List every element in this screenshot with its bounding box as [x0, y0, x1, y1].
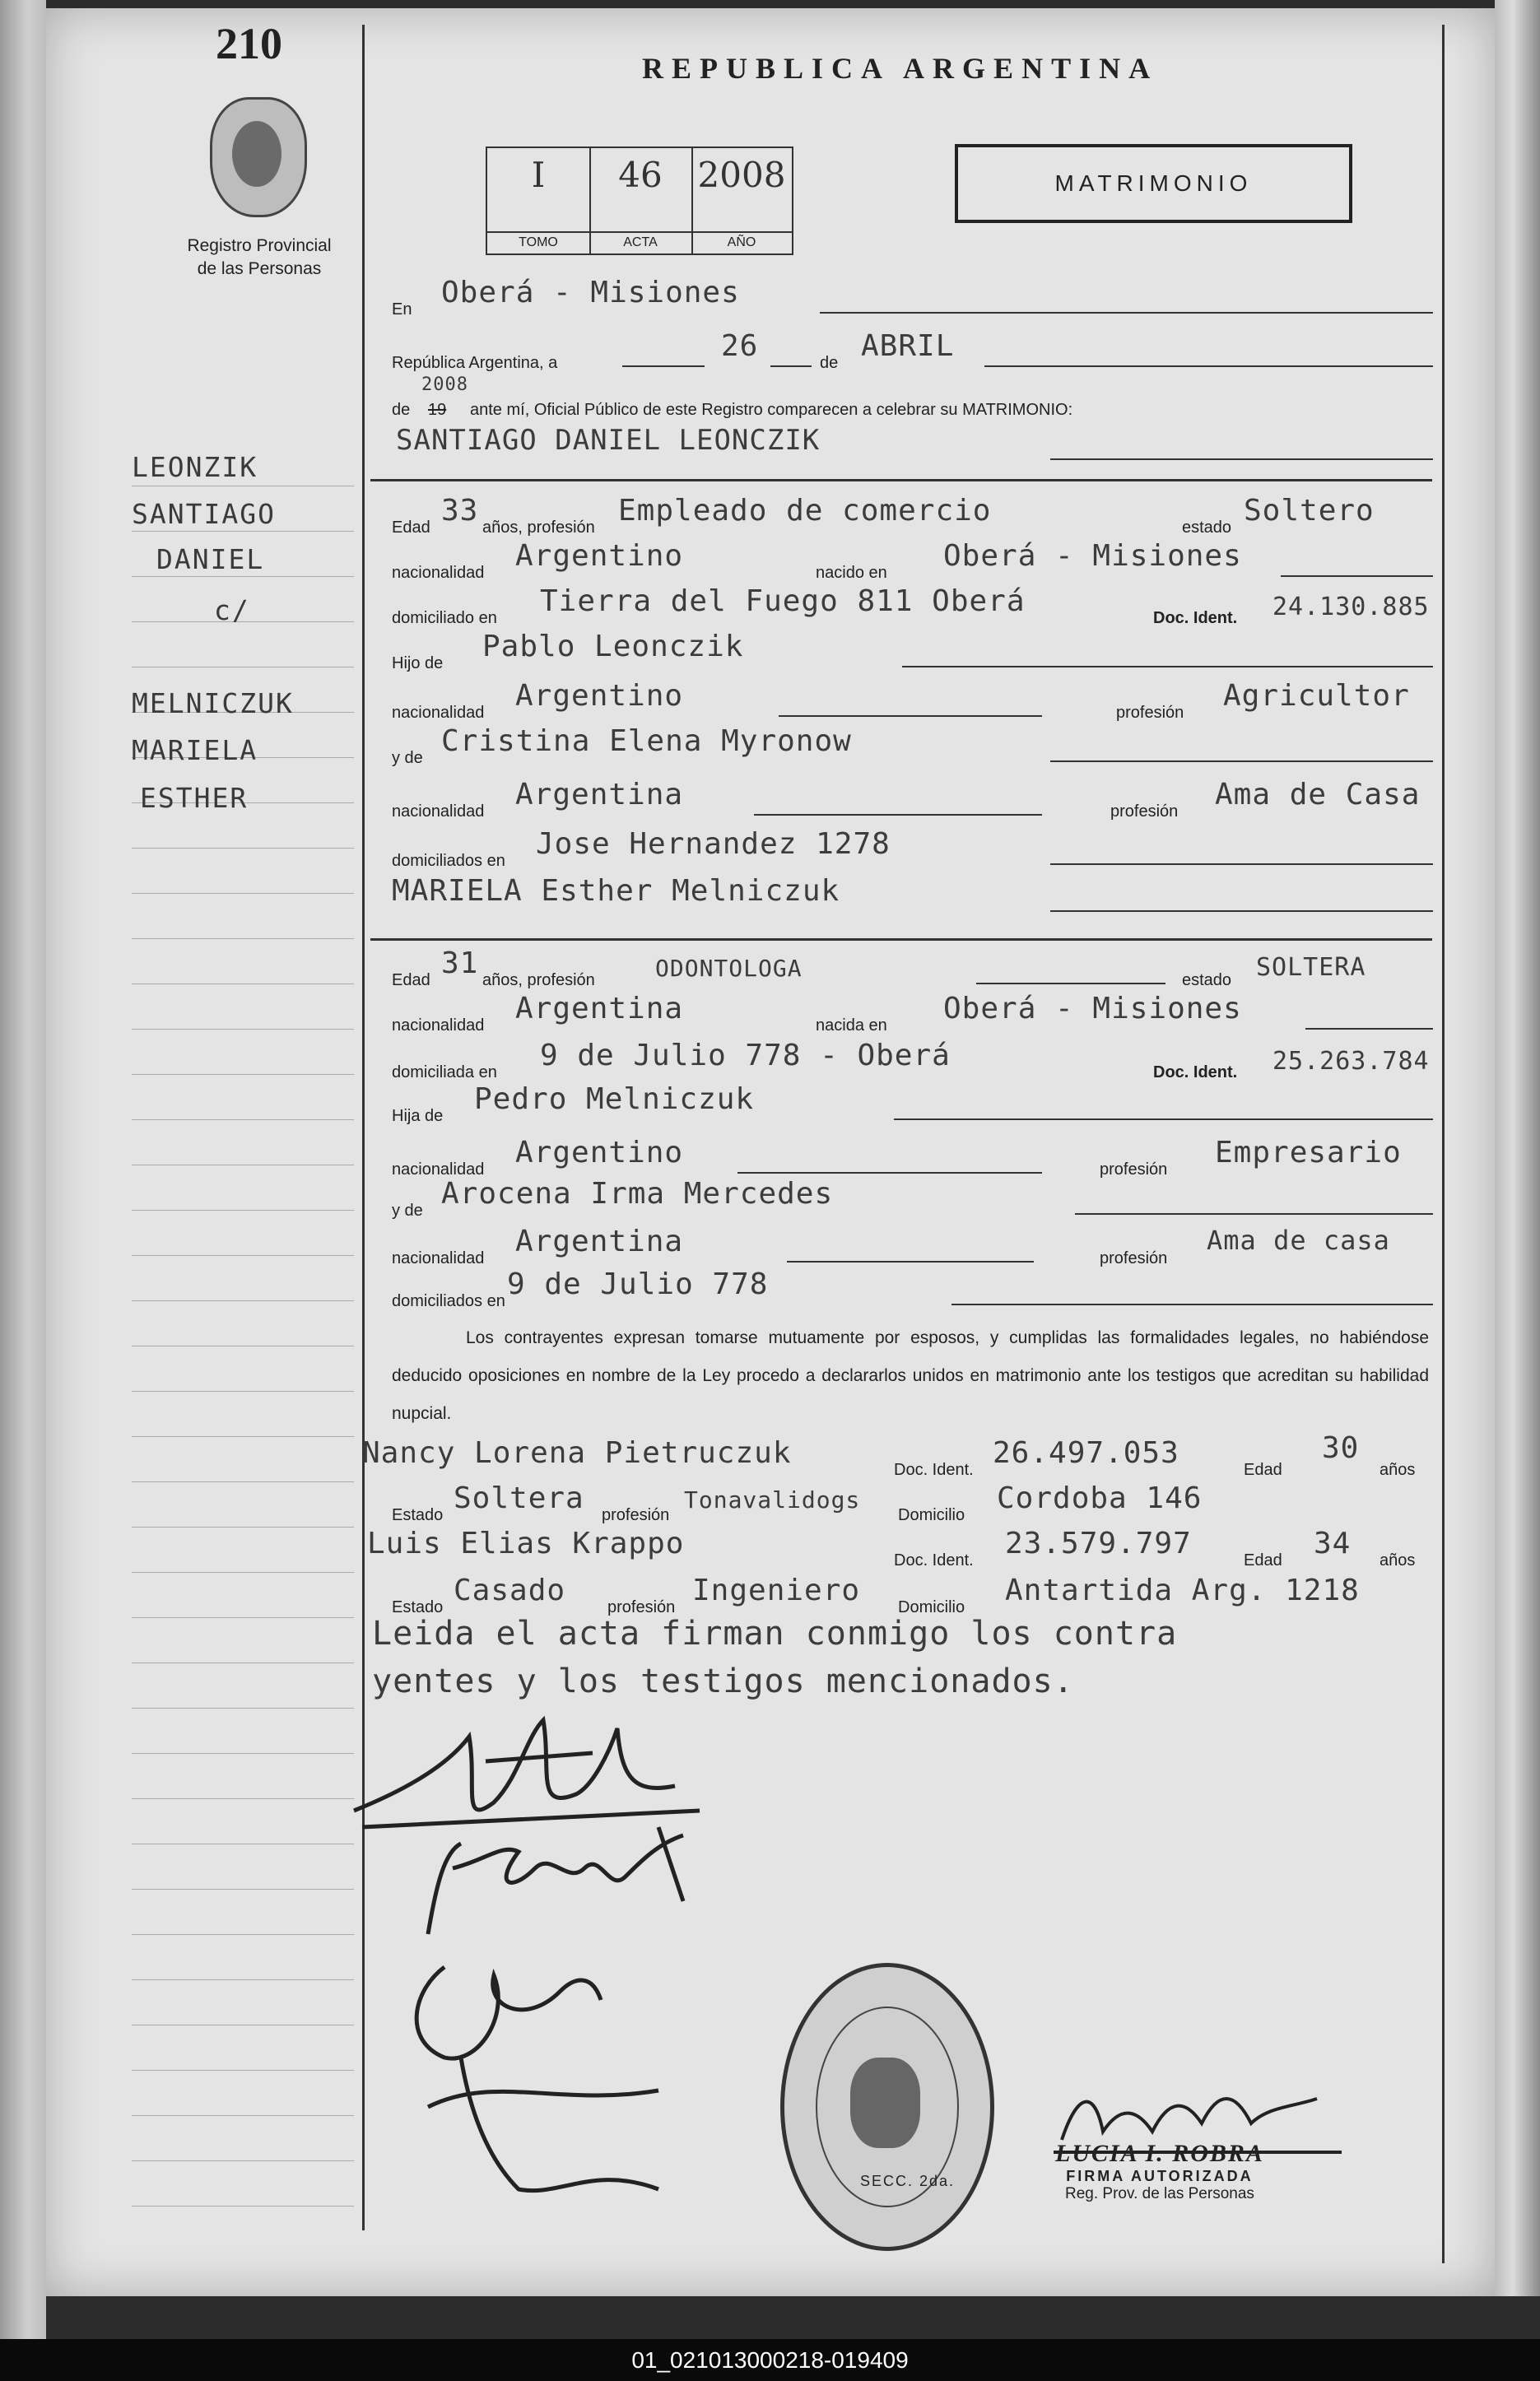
ruled-line [132, 848, 354, 849]
page-edge [1495, 0, 1540, 2296]
legal-statement: Los contrayentes expresan tomarse mutuamente por esposos, y cumplidas las formalidades legales, no habiéndose deducido oposiciones en nombre de la Ley procedo a declararlos unidos en matrimonio ante los testigos que acreditan su habilidad nupcial. [392, 1328, 1429, 1423]
tomo-label: TOMO [487, 231, 589, 250]
ruled-line [132, 1708, 354, 1709]
ruled-line [132, 2115, 354, 2116]
page-number: 210 [216, 19, 282, 68]
ruled-line [132, 1391, 354, 1392]
country-title: REPUBLICA ARGENTINA [642, 52, 1159, 85]
ruled-line [132, 1798, 354, 1799]
margin-note: DANIEL [156, 543, 265, 575]
bride-name-line [392, 874, 1433, 910]
witness-1-line: Nancy Lorena Pietruczuk Doc. Ident. 26.497.053 Edad 30 años [362, 1431, 1416, 1479]
ruled-line [132, 1210, 354, 1211]
book-binding [0, 0, 46, 2381]
ruled-line [132, 893, 354, 894]
ruled-line [132, 1889, 354, 1890]
margin-note: ESTHER [140, 782, 249, 814]
section-divider [370, 938, 1432, 941]
groom-full-name: SANTIAGO DANIEL LEONCZIK [396, 424, 821, 457]
bride-father-line: Hija de Pedro Melniczuk [392, 1082, 1433, 1118]
official-office: Reg. Prov. de las Personas [1065, 2185, 1254, 2202]
signature-witnesses [395, 1942, 691, 2214]
bride-nationality-line: nacionalidad Argentina nacida en Oberá - Misiones [392, 992, 1433, 1028]
ruled-line [132, 1029, 354, 1030]
ruled-line [132, 2206, 354, 2207]
official-stamp: SECC. 2da. [780, 1963, 994, 2251]
section-divider [370, 479, 1432, 481]
coat-of-arms-seal [210, 97, 307, 217]
printed-year: 19 [428, 401, 447, 419]
ruled-line [132, 1481, 354, 1482]
ruled-line [132, 1074, 354, 1075]
groom-nationality-line: nacionalidad Argentino nacido en Oberá - Misiones [392, 539, 1433, 575]
closing-line-2: yentes y los testigos mencionados. [372, 1663, 1074, 1700]
tomo-value: I [531, 155, 546, 195]
ruled-line [132, 1119, 354, 1120]
closing-line-1: Leida el acta firman conmigo los contra [372, 1615, 1178, 1653]
bride-mother-nat-line: nacionalidad Argentina profesión Ama de casa [392, 1225, 1390, 1267]
groom-name-line [392, 424, 1433, 460]
acta-value: 46 [618, 155, 663, 195]
margin-divider [362, 25, 365, 2230]
margin-note: LEONZIK [132, 451, 258, 483]
margin-note: MARIELA [132, 734, 258, 766]
ruled-line [132, 2070, 354, 2071]
witness-2-details: Estado Casado profesión Ingeniero Domicilio Antartida Arg. 1218 [392, 1574, 1360, 1616]
ruled-line [132, 1436, 354, 1437]
date-line: República Argentina, a 26 de ABRIL [392, 329, 1433, 365]
bride-age-line: Edad 31 años, profesión ODONTOLOGA estado SOLTERA [392, 946, 1366, 989]
witness-2-line: Luis Elias Krappo Doc. Ident. 23.579.797 Edad 34 años [367, 1527, 1416, 1570]
ano-value: 2008 [697, 155, 786, 195]
month-value: ABRIL [861, 329, 955, 363]
margin-note: c/ [214, 594, 250, 626]
witness-1-details: Estado Soltera profesión Tonavalidogs Domicilio Cordoba 146 [392, 1481, 1203, 1524]
margin-note: MELNICZUK [132, 687, 294, 719]
ruled-line [132, 1572, 354, 1573]
official-title: FIRMA AUTORIZADA [1066, 2168, 1254, 2184]
ruled-line [132, 1934, 354, 1935]
registry-number-box [486, 146, 793, 255]
bride-parents-address-line: domiciliados en 9 de Julio 778 [392, 1267, 1433, 1304]
groom-mother-line: y de Cristina Elena Myronow [392, 724, 1433, 760]
right-border [1442, 25, 1445, 2263]
groom-mother-nat-line: nacionalidad Argentina profesión Ama de Casa [392, 778, 1421, 821]
bride-mother-line: y de Arocena Irma Mercedes [392, 1177, 1433, 1213]
bride-full-name: MARIELA Esther Melniczuk [392, 874, 840, 908]
groom-parents-address-line: domiciliados en Jose Hernandez 1278 [392, 827, 1433, 863]
groom-father-nat-line: nacionalidad Argentino profesión Agricultor [392, 679, 1410, 722]
margin-note: SANTIAGO [132, 498, 276, 530]
ruled-line [132, 1255, 354, 1256]
ruled-line [132, 1527, 354, 1528]
acta-label: ACTA [589, 231, 691, 250]
official-name: LUCIA I. ROBRA [1055, 2140, 1264, 2167]
ruled-line [132, 2160, 354, 2161]
bride-father-nat-line: nacionalidad Argentino profesión Empresario [392, 1136, 1402, 1179]
act-type-box: MATRIMONIO [955, 144, 1352, 223]
written-year: 2008 [421, 374, 468, 395]
ruled-line [132, 531, 354, 532]
groom-father-line: Hijo de Pablo Leonczik [392, 630, 1433, 666]
ruled-line [132, 576, 354, 577]
groom-address-line: domiciliado en Tierra del Fuego 811 Oberá Doc. Ident. 24.130.885 [392, 584, 1430, 627]
ruled-line [132, 1979, 354, 1980]
ano-label: AÑO [691, 231, 792, 250]
ruled-line [132, 1753, 354, 1754]
place-value: Oberá - Misiones [441, 276, 740, 309]
stamp-emblem [850, 2058, 920, 2148]
ruled-line [132, 938, 354, 939]
bride-address-line: domiciliada en 9 de Julio 778 - Oberá Doc. Ident. 25.263.784 [392, 1039, 1430, 1081]
ruled-line [132, 1617, 354, 1618]
ruled-line [132, 1300, 354, 1301]
signature-bride [412, 1819, 708, 1951]
image-id-footer: 01_021013000218-019409 [0, 2339, 1540, 2381]
year-line: de 19 2008 ante mí, Oficial Público de este Registro comparecen a celebrar su MATRIMONIO: [392, 374, 1073, 419]
registry-label: Registro Provincial de las Personas [187, 236, 332, 278]
groom-age-line: Edad 33 años, profesión Empleado de comercio estado Soltero [392, 494, 1375, 537]
authorized-official [1055, 2140, 1264, 2203]
day-value: 26 [721, 329, 759, 363]
place-line: En Oberá - Misiones [392, 276, 1433, 312]
